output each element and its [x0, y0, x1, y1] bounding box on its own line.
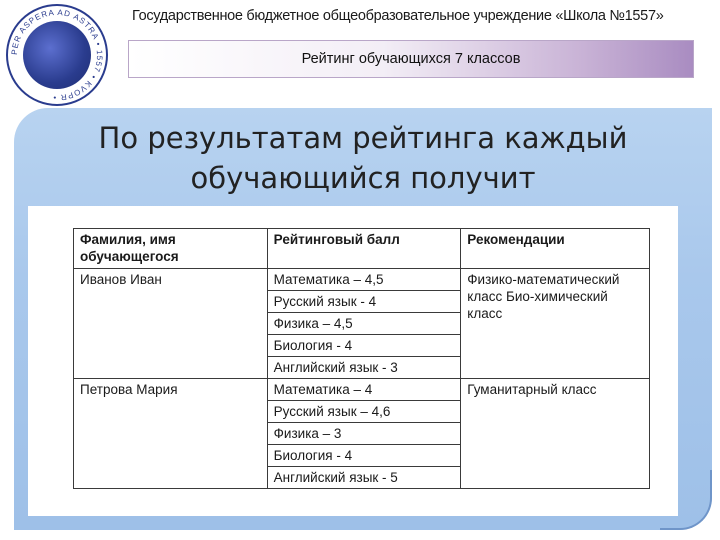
- recommendation-cell: Гуманитарный класс: [461, 379, 650, 489]
- score-cell: Английский язык - 5: [267, 467, 461, 489]
- recommendation-cell: Физико-математический класс Био-химический класс: [461, 269, 650, 379]
- score-cell: Русский язык - 4: [267, 291, 461, 313]
- score-cell: Русский язык – 4,6: [267, 401, 461, 423]
- slide-heading: [14, 118, 712, 198]
- table-row: [74, 269, 650, 291]
- slide-heading-line-2: обучающийся получит: [190, 161, 536, 195]
- slide-heading-line-1: По результатам рейтинга каждый: [98, 121, 628, 155]
- logo-ring-text: PER ASPERA AD ASTRA • 1557 • KVOPR •: [9, 7, 105, 103]
- score-cell: Физика – 3: [267, 423, 461, 445]
- table-header-row: [74, 229, 650, 269]
- student-name: Петрова Мария: [74, 379, 268, 489]
- student-name: Иванов Иван: [74, 269, 268, 379]
- score-cell: Физика – 4,5: [267, 313, 461, 335]
- score-cell: Математика – 4,5: [267, 269, 461, 291]
- school-name: Государственное бюджетное общеобразовательное учреждение «Школа №1557»: [132, 8, 664, 24]
- score-cell: Математика – 4: [267, 379, 461, 401]
- school-logo: [6, 4, 108, 106]
- score-cell: Биология - 4: [267, 335, 461, 357]
- banner-title: Рейтинг обучающихся 7 классов: [301, 51, 521, 67]
- slide-banner: [128, 40, 694, 78]
- rating-table: [73, 228, 650, 489]
- header-recommendations: Рекомендации: [461, 229, 650, 269]
- score-cell: Биология - 4: [267, 445, 461, 467]
- table-row: [74, 379, 650, 401]
- score-cell: Английский язык - 3: [267, 357, 461, 379]
- header-score: Рейтинговый балл: [267, 229, 461, 269]
- header-name: Фамилия, имя обучающегося: [74, 229, 268, 269]
- globe-icon: [23, 21, 91, 89]
